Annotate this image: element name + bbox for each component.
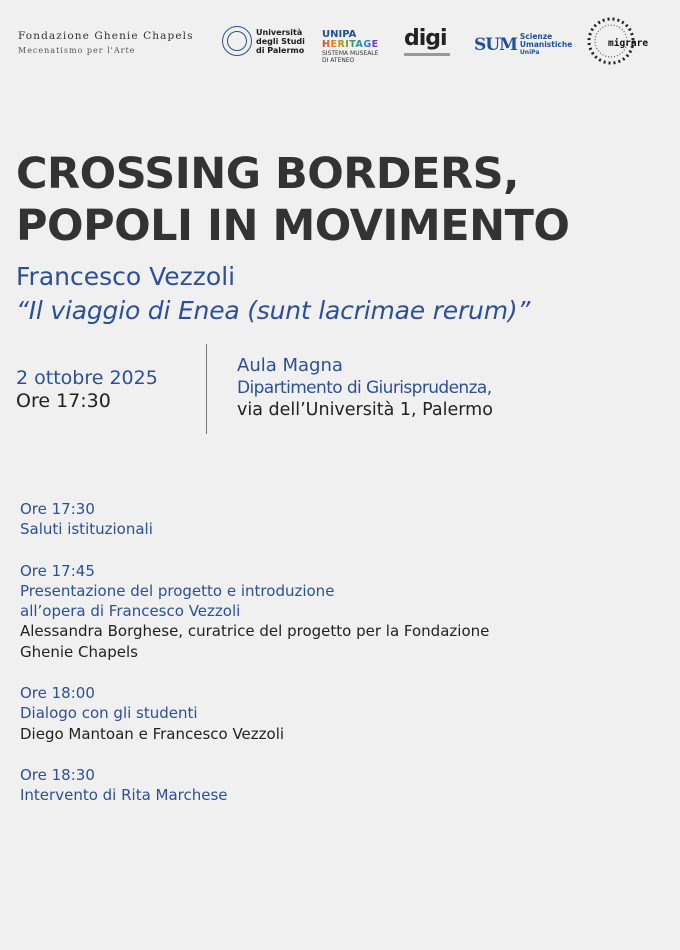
sum-logo-line: Umanistiche [519, 40, 573, 49]
program-speakers: Ghenie Chapels [20, 642, 138, 661]
program-item [20, 683, 660, 744]
event-date: 2 ottobre 2025 [16, 367, 158, 389]
unipa-logo [222, 26, 305, 56]
digi-logo-underline [404, 53, 450, 56]
program-time: Ore 18:00 [20, 684, 95, 703]
foundation-name: Fondazione Ghenie Chapels [18, 30, 194, 42]
program-time: Ore 18:30 [20, 765, 95, 784]
program-description: Dialogo con gli studenti [20, 704, 198, 723]
program-item [20, 561, 660, 662]
program-description: Saluti istituzionali [20, 520, 153, 539]
program-time: Ore 17:45 [20, 561, 95, 580]
unipa-logo-line: Università [256, 27, 303, 37]
venue-room: Aula Magna [237, 355, 343, 376]
migrare-logo [586, 16, 649, 66]
program-speakers: Diego Mantoan e Francesco Vezzoli [20, 724, 285, 743]
sum-logo-line: Scienze [519, 32, 553, 41]
heritage-logo-line: DI ATENEO [322, 56, 355, 64]
work-title: “Il viaggio di Enea (sunt lacrimae rerum)” [16, 296, 531, 325]
event-title-line1: CROSSING BORDERS, [16, 149, 519, 199]
digi-logo [404, 28, 450, 56]
heritage-logo-line: SISTEMA MUSEALE [322, 49, 379, 57]
artist-name: Francesco Vezzoli [16, 262, 236, 291]
heritage-logo-line: UNIPA [322, 29, 357, 40]
vertical-divider [206, 344, 207, 434]
heritage-logo-line: HERITAGE [322, 39, 379, 50]
unipa-logo-line: di Palermo [256, 45, 305, 55]
event-venue [237, 355, 493, 421]
digi-logo-text: digi [404, 26, 447, 51]
program-time: Ore 17:30 [20, 500, 95, 518]
venue-address: via dell’Università 1, Palermo [237, 400, 493, 420]
sum-logo-line: UniPa [519, 49, 540, 56]
program-speakers: Alessandra Borghese, curatrice del progetto per la Fondazione [20, 622, 490, 641]
migrare-logo-text: migrare [608, 38, 649, 49]
event-title [16, 148, 569, 252]
sum-logo-mark: SUM [474, 35, 517, 55]
program-item [20, 765, 660, 806]
header-logos [0, 0, 680, 80]
unipa-logo-line: degli Studi [256, 36, 305, 46]
foundation-tagline: Mecenatismo per l'Arte [18, 46, 136, 55]
program-item [20, 499, 660, 540]
event-title-line2: POPOLI IN MOVIMENTO [16, 201, 570, 251]
venue-department: Dipartimento di Giurisprudenza, [237, 378, 492, 398]
event-time: Ore 17:30 [16, 390, 111, 412]
program-description: all’opera di Francesco Vezzoli [20, 602, 241, 621]
unipa-heritage-logo [322, 30, 379, 64]
program-description: Intervento di Rita Marchese [20, 786, 228, 805]
program-schedule [20, 499, 660, 827]
sum-logo [474, 33, 572, 57]
foundation-logo [18, 30, 194, 55]
unipa-seal-icon [222, 26, 252, 56]
program-description: Presentazione del progetto e introduzione [20, 581, 335, 600]
